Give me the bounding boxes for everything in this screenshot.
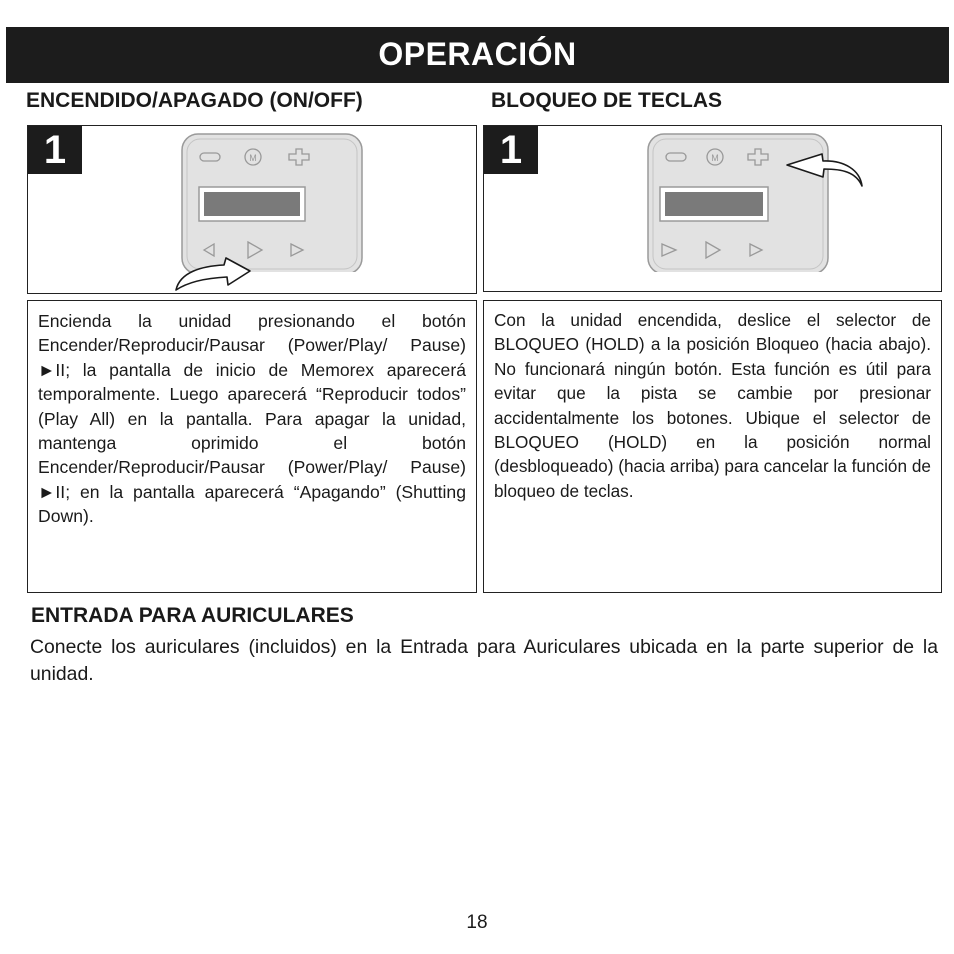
menu-button-label: M: [249, 153, 257, 163]
key-lock-heading: BLOQUEO DE TECLAS: [491, 89, 723, 112]
key-lock-description: Con la unidad encendida, deslice el selector de BLOQUEO (HOLD) a la posición Bloqueo (hacia abajo). No funcionará ningún botón. Esta función es útil para evitar que la pista se cambie por presionar accidentalmente los botones. Ubique el selector de BLOQUEO (HOLD) en la posición normal (desbloqueado) (hacia arriba) para cancelar la función de bloqueo de teclas.: [494, 310, 931, 501]
device-screen: [665, 192, 763, 216]
on-off-heading: ENCENDIDO/APAGADO (ON/OFF): [26, 89, 363, 112]
on-off-description-box: [27, 300, 477, 593]
menu-button-label: M: [711, 153, 719, 163]
on-off-description: Encienda la unidad presionando el botón Encender/Reproducir/Pausar (Power/Play/ Pause) ►II; la pantalla de inicio de Memorex aparecerá temporalmente. Luego aparecerá “Reproducir todos” (Play All) en la pantalla. Para apagar la unidad, mantenga oprimido el botón Encender/Reproducir/Pausar (Power/Play/ Pause) ►II; en la pantalla aparecerá “Apagando” (Shutting Down).: [38, 311, 466, 527]
slide-arrow-icon: [784, 150, 868, 190]
page-title: OPERACIÓN: [6, 27, 949, 83]
headphones-description: Conecte los auriculares (incluidos) en la Entrada para Auriculares ubicada en la parte superior de la unidad.: [30, 636, 938, 685]
step-number: 1: [28, 126, 82, 174]
key-lock-figure: [483, 125, 942, 292]
press-arrow-icon: [172, 240, 282, 294]
on-off-figure: [27, 125, 477, 294]
page-number: 18: [466, 912, 488, 933]
key-lock-description-box: [483, 300, 942, 593]
headphones-heading: ENTRADA PARA AURICULARES: [31, 604, 354, 627]
device-screen: [204, 192, 300, 216]
step-number: 1: [484, 126, 538, 174]
